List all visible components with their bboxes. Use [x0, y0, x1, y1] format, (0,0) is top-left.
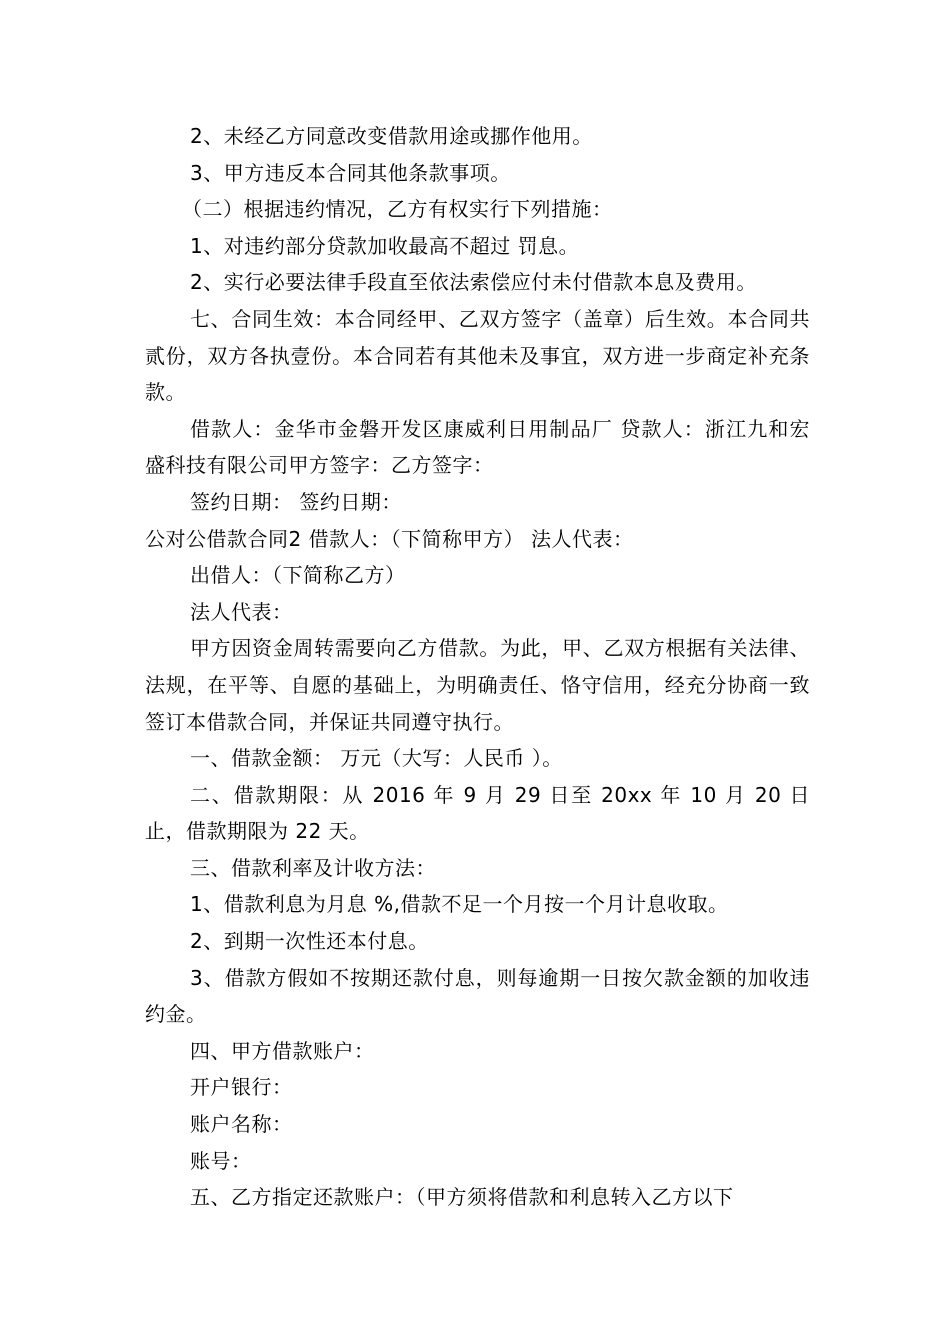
document-body [145, 118, 810, 1216]
paragraph: 开户银行： [190, 1075, 293, 1100]
paragraph: 2、未经乙方同意改变借款用途或挪作他用。 [190, 124, 593, 148]
paragraph: 三、借款利率及计收方法： [190, 855, 436, 880]
paragraph: 2、到期一次性还本付息。 [190, 929, 429, 954]
paragraph: 账户名称： [190, 1112, 293, 1137]
paragraph: 签约日期： 签约日期： [190, 489, 402, 514]
paragraph: 一、借款金额： 万元（大写：人民币 ）。 [190, 746, 563, 771]
paragraph: 1、对违约部分贷款加收最高不超过 罚息。 [190, 233, 580, 258]
paragraph: 借款人：金华市金磐开发区康威利日用制品厂 贷款人：浙江九和宏盛科技有限公司甲方签字：乙方签字： [145, 416, 810, 478]
paragraph: 二、借款期限：从 2016 年 9 月 29 日至 20xx 年 10 月 20 日止，借款期限为 22 天。 [145, 782, 810, 844]
paragraph: 账号： [190, 1148, 252, 1173]
paragraph: （二）根据违约情况，乙方有权实行下列措施： [182, 197, 613, 222]
paragraph: 七、合同生效：本合同经甲、乙双方签字（盖章）后生效。本合同共贰份，双方各执壹份。本合同若有其他未及事宜，双方进一步商定补充条款。 [145, 306, 810, 405]
paragraph: 法人代表： [190, 599, 293, 624]
paragraph: 1、借款利息为月息 %,借款不足一个月按一个月计息收取。 [190, 892, 729, 917]
paragraph: 四、甲方借款账户： [190, 1038, 375, 1063]
paragraph: 五、乙方指定还款账户：（甲方须将借款和利息转入乙方以下 [190, 1185, 734, 1210]
paragraph: 2、实行必要法律手段直至依法索偿应付未付借款本息及费用。 [190, 270, 757, 295]
paragraph: 出借人：（下简称乙方） [190, 563, 406, 588]
paragraph: 甲方因资金周转需要向乙方借款。为此，甲、乙双方根据有关法律、法规，在平等、自愿的基础上，为明确责任、恪守信用，经充分协商一致签订本借款合同，并保证共同遵守执行。 [145, 636, 810, 734]
paragraph-heading: 公对公借款合同2 借款人：（下简称甲方） 法人代表： [145, 526, 634, 551]
paragraph: 3、甲方违反本合同其他条款事项。 [190, 160, 511, 185]
paragraph: 3、借款方假如不按期还款付息，则每逾期一日按欠款金额的加收违约金。 [145, 965, 810, 1027]
